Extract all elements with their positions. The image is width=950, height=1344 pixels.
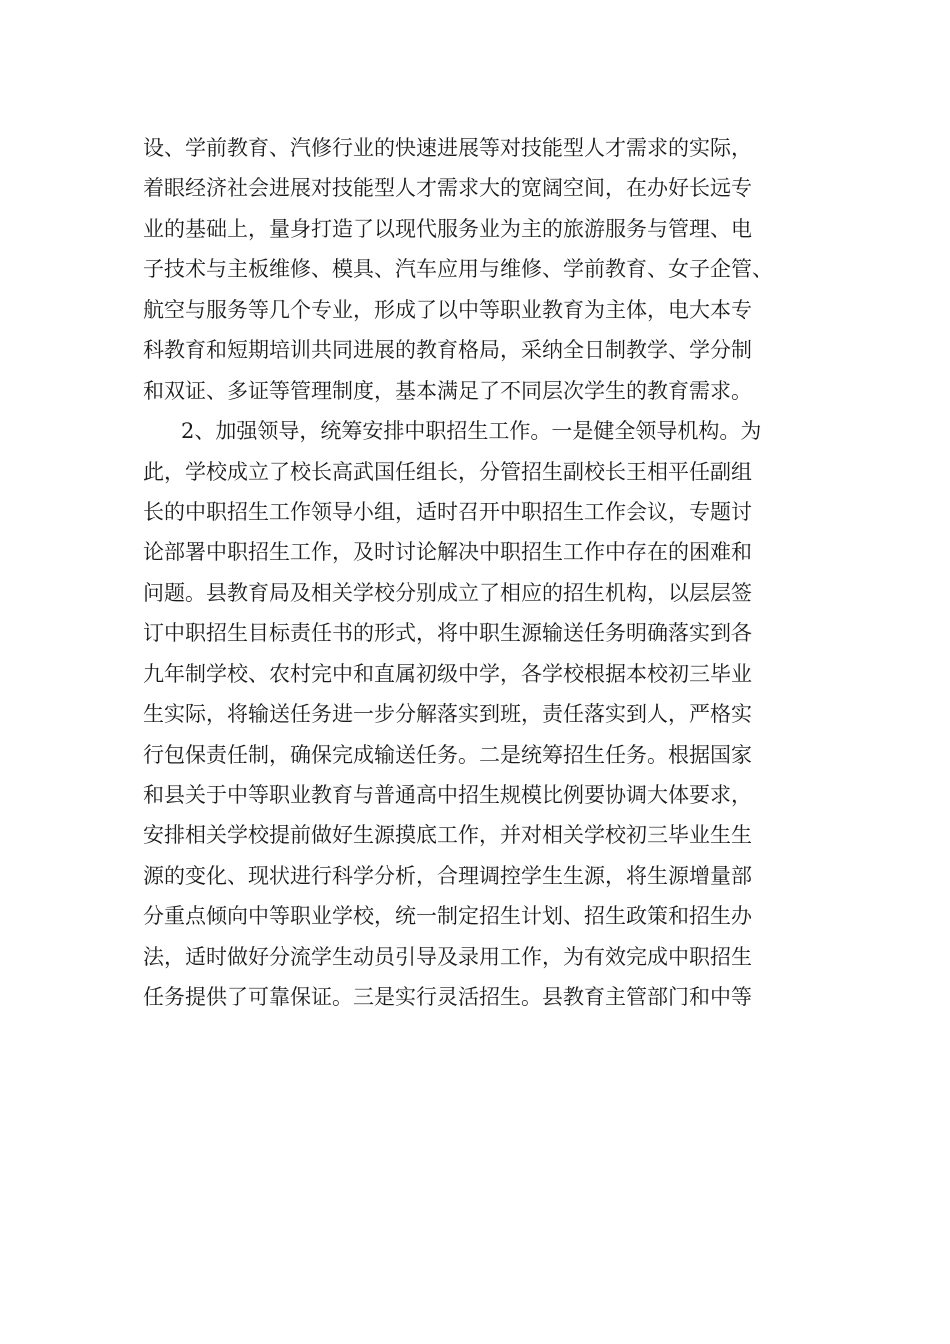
text-line: 着眼经济社会进展对技能型人才需求大的宽阔空间，在办好长远专: [143, 176, 752, 201]
text-line: 分重点倾向中等职业学校，统一制定招生计划、招生政策和招生办: [143, 904, 752, 929]
text-line: 源的变化、现状进行科学分析，合理调控学生生源，将生源增量部: [143, 863, 752, 888]
text-line: 论部署中职招生工作，及时讨论解决中职招生工作中存在的困难和: [143, 540, 752, 565]
paragraph-start-line: 2、加强领导，统筹安排中职招生工作。一是健全领导机构。为: [181, 419, 762, 444]
text-line: 航空与服务等几个专业，形成了以中等职业教育为主体，电大本专: [143, 297, 752, 322]
text-line: 安排相关学校提前做好生源摸底工作，并对相关学校初三毕业生生: [143, 823, 752, 848]
text-line: 和县关于中等职业教育与普通高中招生规模比例要协调大体要求，: [143, 783, 752, 807]
text-line: 任务提供了可靠保证。三是实行灵活招生。县教育主管部门和中等: [143, 985, 752, 1010]
text-line: 子技术与主板维修、模具、汽车应用与维修、学前教育、女子企管、: [143, 257, 773, 282]
text-line: 设、学前教育、汽修行业的快速进展等对技能型人才需求的实际，: [143, 136, 752, 160]
text-line: 科教育和短期培训共同进展的教育格局，采纳全日制教学、学分制: [143, 338, 752, 363]
text-line: 问题。县教育局及相关学校分别成立了相应的招生机构，以层层签: [143, 580, 752, 605]
text-line: 业的基础上，量身打造了以现代服务业为主的旅游服务与管理、电: [143, 216, 752, 241]
text-line: 长的中职招生工作领导小组，适时召开中职招生工作会议，专题讨: [143, 499, 752, 524]
text-line: 订中职招生目标责任书的形式，将中职生源输送任务明确落实到各: [143, 621, 752, 646]
text-line: 行包保责任制，确保完成输送任务。二是统筹招生任务。根据国家: [143, 742, 752, 767]
body-text: [143, 128, 833, 1018]
text-line: 法，适时做好分流学生动员引导及录用工作，为有效完成中职招生: [143, 944, 752, 969]
text-line: 九年制学校、农村完中和直属初级中学，各学校根据本校初三毕业: [143, 661, 752, 686]
text-line: 和双证、多证等管理制度，基本满足了不同层次学生的教育需求。: [143, 378, 752, 403]
text-line: 生实际，将输送任务进一步分解落实到班，责任落实到人，严格实: [143, 702, 752, 727]
text-line: 此，学校成立了校长高武国任组长，分管招生副校长王相平任副组: [143, 459, 752, 484]
